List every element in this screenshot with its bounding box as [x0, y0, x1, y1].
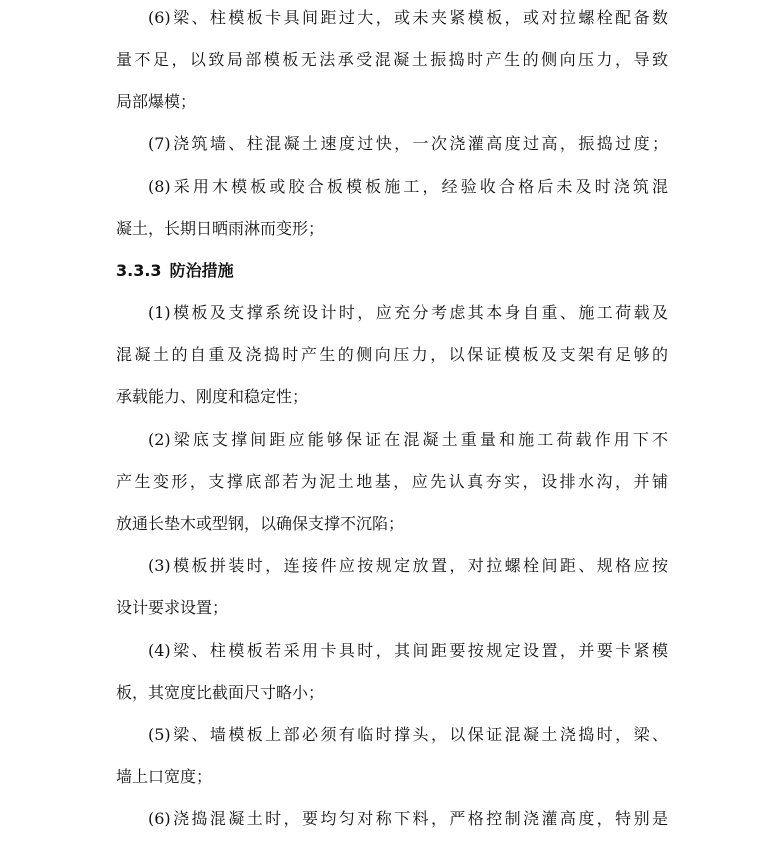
text-line: 局部爆模；	[116, 92, 197, 111]
text-line: 墙上口宽度；	[116, 767, 213, 786]
text-line: (7)浇筑墙、柱混凝土速度过快，一次浇灌高度过高，振捣过度；	[148, 134, 668, 153]
text-line: 板，其宽度比截面尺寸略小；	[116, 683, 325, 702]
text-line: (6)梁、柱模板卡具间距过大，或未夹紧模板，或对拉螺栓配备数	[148, 8, 668, 27]
text-line: (2)梁底支撑间距应能够保证在混凝土重量和施工荷载作用下不	[148, 430, 668, 449]
section-title: 防治措施	[169, 261, 234, 280]
text-line: 承载能力、刚度和稳定性；	[116, 387, 309, 406]
text-line: 放通长垫木或型钢，以确保支撑不沉陷；	[116, 514, 405, 533]
text-line: (4)梁、柱模板若采用卡具时，其间距要按规定设置，并要卡紧模	[148, 641, 668, 660]
section-number: 3.3.3	[116, 261, 162, 280]
text-line: 混凝土的自重及浇捣时产生的侧向压力，以保证模板及支架有足够的	[116, 345, 668, 364]
text-line: (6)浇捣混凝土时，要均匀对称下料，严格控制浇灌高度，特别是	[148, 809, 668, 828]
text-line: 产生变形，支撑底部若为泥土地基，应先认真夯实，设排水沟，并铺	[116, 472, 668, 491]
text-line: 设计要求设置；	[116, 598, 229, 617]
section-heading	[116, 261, 234, 281]
text-line: (1)模板及支撑系统设计时，应充分考虑其本身自重、施工荷载及	[148, 303, 668, 322]
text-line: (3)模板拼装时，连接件应按规定放置，对拉螺栓间距、规格应按	[148, 556, 668, 575]
text-line: (8)采用木模板或胶合板模板施工，经验收合格后未及时浇筑混	[148, 177, 668, 196]
text-line: 量不足，以致局部模板无法承受混凝土振捣时产生的侧向压力，导致	[116, 50, 668, 69]
text-line: (5)梁、墙模板上部必须有临时撑头，以保证混凝土浇捣时，梁、	[148, 725, 668, 744]
text-line: 凝土，长期日晒雨淋而变形；	[116, 219, 325, 238]
